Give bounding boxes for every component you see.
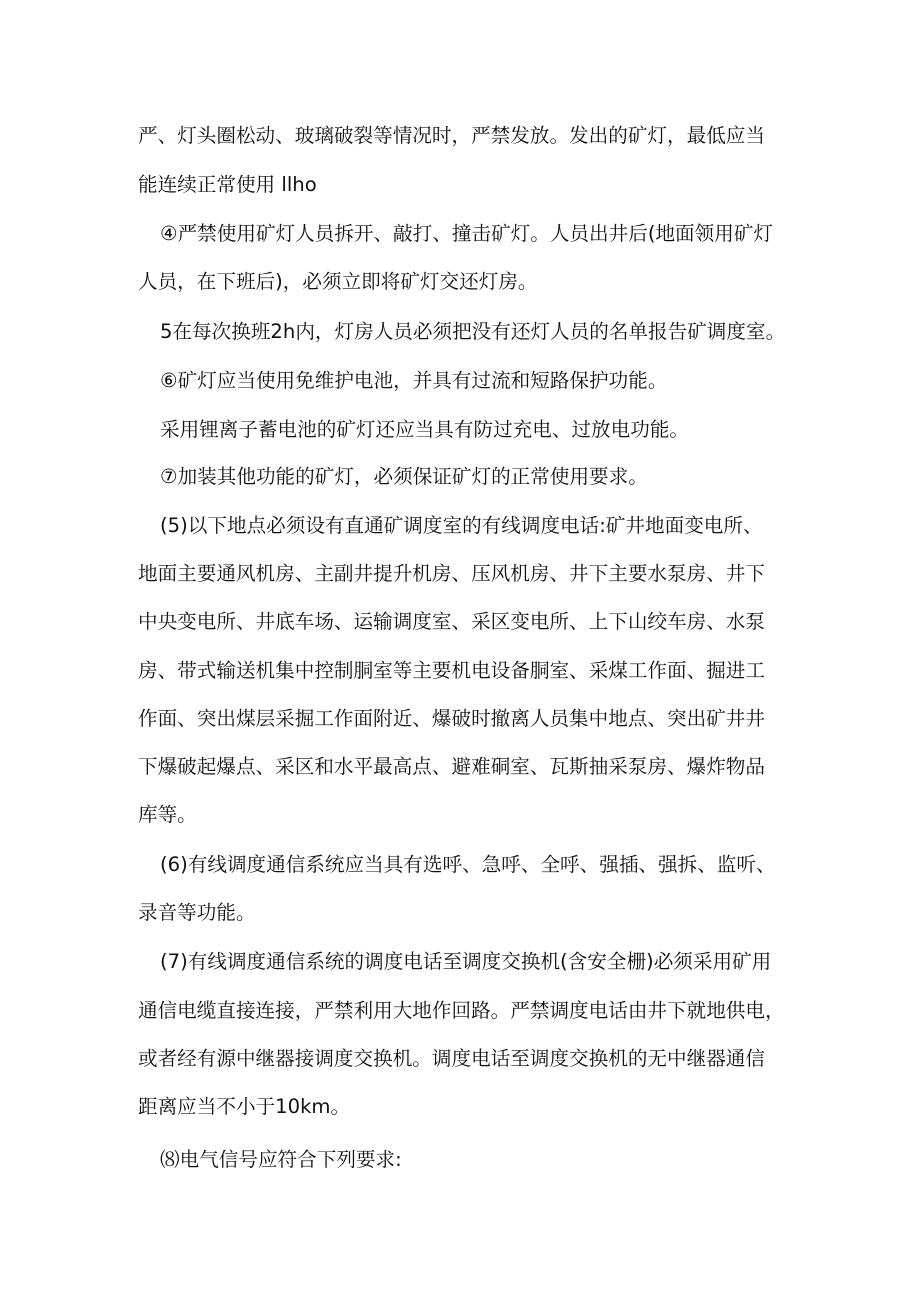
text-line: (7)有线调度通信系统的调度电话至调度交换机(含安全栅)必须采用矿用 bbox=[160, 950, 772, 973]
text-line: ⑦加装其他功能的矿灯，必须保证矿灯的正常使用要求。 bbox=[160, 465, 648, 488]
text-line: 5在每次换班2h内，灯房人员必须把没有还灯人员的名单报告矿调度室。 bbox=[160, 320, 786, 343]
text-line: 库等。 bbox=[138, 803, 197, 826]
text-line: 通信电缆直接连接，严禁利用大地作回路。严禁调度电话由井下就地供电， bbox=[138, 999, 785, 1022]
text-line: ⑥矿灯应当使用免维护电池，并具有过流和短路保护功能。 bbox=[160, 369, 668, 392]
text-line: 能连续正常使用 llho bbox=[138, 173, 317, 196]
text-line: 录音等功能。 bbox=[138, 901, 256, 924]
text-line: 距离应当不小于10km。 bbox=[138, 1095, 351, 1118]
text-line: 严、灯头圈松动、玻璃破裂等情况时，严禁发放。发出的矿灯，最低应当 bbox=[138, 124, 765, 147]
text-line: ④严禁使用矿灯人员拆开、敲打、撞击矿灯。人员出井后(地面领用矿灯 bbox=[160, 222, 774, 245]
text-line: 房、带式输送机集中控制胴室等主要机电设备胴室、采煤工作面、掘进工 bbox=[138, 659, 765, 682]
text-line: 中央变电所、井底车场、运输调度室、采区变电所、上下山绞车房、水泵 bbox=[138, 610, 765, 633]
text-line: 或者经有源中继器接调度交换机。调度电话至调度交换机的无中继器通信 bbox=[138, 1047, 765, 1070]
text-line: 作面、突出煤层采掘工作面附近、爆破时撤离人员集中地点、突出矿井井 bbox=[138, 707, 765, 730]
text-line: ⑻电气信号应符合下列要求: bbox=[160, 1148, 402, 1171]
text-line: (6)有线调度通信系统应当具有选呼、急呼、全呼、强插、强拆、监听、 bbox=[160, 853, 776, 876]
text-line: 地面主要通风机房、主副井提升机房、压风机房、井下主要水泵房、井下 bbox=[138, 562, 765, 585]
text-line: 人员，在下班后)，必须立即将矿灯交还灯房。 bbox=[138, 270, 538, 293]
text-line: 采用锂离子蓄电池的矿灯还应当具有防过充电、过放电功能。 bbox=[160, 418, 690, 441]
text-line: (5)以下地点必须设有直通矿调度室的有线调度电话:矿井地面变电所、 bbox=[160, 514, 763, 537]
text-line: 下爆破起爆点、采区和水平最高点、避难硐室、瓦斯抽采泵房、爆炸物品 bbox=[138, 755, 765, 778]
